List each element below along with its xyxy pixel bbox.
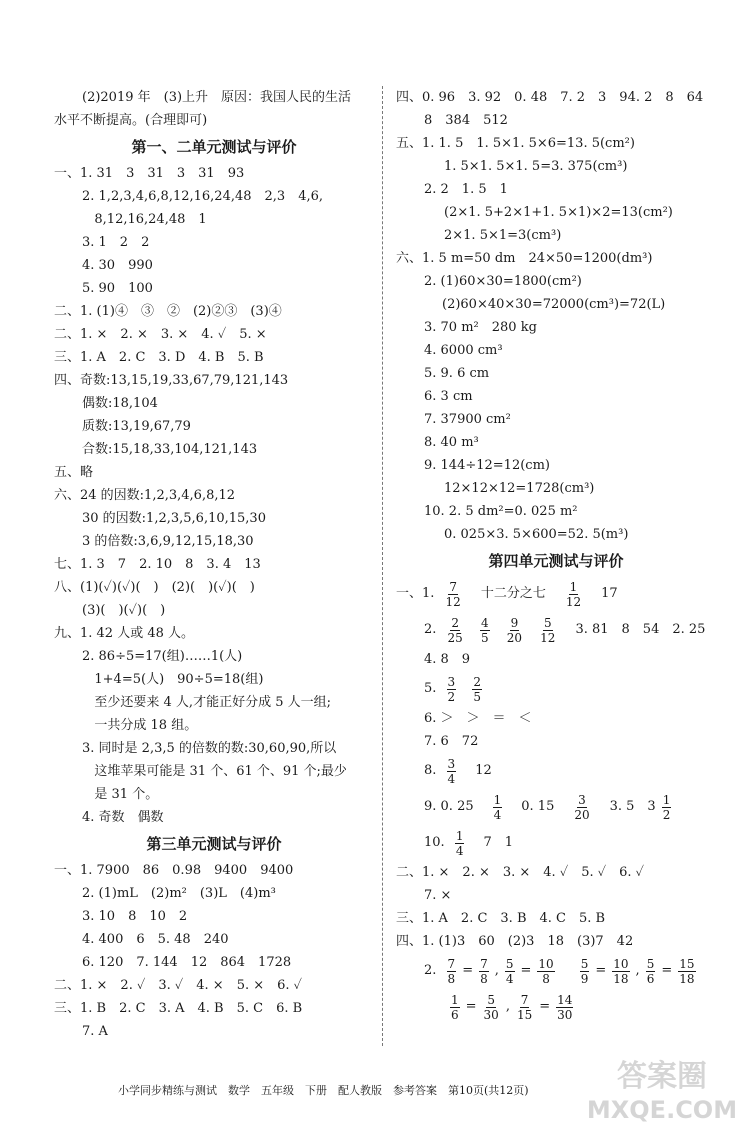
fraction-numerator: 3 [447,674,456,689]
answer-text: 12 [462,763,492,778]
fraction-numerator: 3 [578,792,586,807]
fraction-denominator: 20 [506,630,523,645]
answer-line: 2. 2 1. 5 1 [424,182,508,197]
fraction-denominator: 4 [447,771,456,786]
fraction-numerator: 9 [510,615,519,630]
fraction-denominator: 12 [565,594,582,609]
answer-line: (2)60×40×30=72000(cm³)=72(L) [442,297,666,312]
answer-line: 4. 6000 cm³ [424,343,503,358]
answer-line: 2. (1)mL (2)m² (3)L (4)m³ [82,886,276,901]
column-divider [382,86,383,1046]
answer-line: 五、1. 1. 5 1. 5×1. 5×6=13. 5(cm²) [396,136,635,151]
answer-line: 2. 1,2,3,4,6,8,12,16,24,48 2,3 4,6, [82,189,324,204]
fraction [455,829,465,858]
right-column [396,86,716,1025]
answer-line: 2×1. 5×1=3(cm³) [444,228,562,243]
answer-line: 是 31 个。 [82,787,159,802]
answer-text [529,612,533,648]
answer-line: 二、1. × 2. × 3. × 4. ✓ 5. ✓ 6. ✓ [396,865,645,880]
answer-line: 三、1. A 2. C 3. D 4. B 5. B [54,350,264,365]
fraction-numerator: 10 [538,956,554,971]
answer-text [462,671,466,707]
answer-line: 九、1. 42 人或 48 人。 [54,626,195,641]
page-footer: 小学同步精练与测试 数学 五年级 下册 配人教版 参考答案 第10页(共12页) [118,1084,529,1097]
fraction [612,957,629,986]
answer-line [396,825,716,861]
answer-text: 0. 15 [508,799,568,814]
fraction-numerator: 1 [662,792,671,807]
answer-line: 7. 6 72 [424,734,479,749]
fraction [573,793,590,822]
answer-line: 这堆苹果可能是 31 个、61 个、91 个;最少 [82,764,347,779]
answer-text [470,612,474,648]
answer-text: 17 [588,586,618,601]
answer-text: 7 1 [470,835,513,850]
answer-line: 合数:15,18,33,104,121,143 [82,442,258,457]
answer-line: 三、1. A 2. C 3. B 4. C 5. B [396,911,606,926]
answer-line: 3. 同时是 2,3,5 的倍数的数:30,60,90,所以 [82,741,337,756]
fraction-denominator: 5 [473,689,481,704]
answer-line: 2. 86÷5=17(组)……1(人) [82,649,243,664]
answer-line [396,576,716,612]
answer-line: 12×12×12=1728(cm³) [444,481,595,496]
fraction [539,616,556,645]
answer-line: 六、1. 5 m=50 dm 24×50=1200(dm³) [396,251,653,266]
answer-line: 8. 40 m³ [424,435,479,450]
fraction-denominator: 25 [447,630,463,645]
answer-text: 2. [424,622,441,637]
answer-line: 二、1. × 2. ✓ 3. ✓ 4. × 5. × 6. ✓ [54,978,303,993]
answer-text: 5. [424,681,441,696]
fraction [447,957,457,986]
fraction-denominator: 18 [679,971,695,986]
watermark-url: MXQE.COM [586,1096,738,1124]
answer-line: 4. 8 9 [424,652,471,667]
answer-line: 6. ＞ ＞ ＝ ＜ [424,711,532,726]
watermark-title: 答案圈 [617,1059,707,1094]
answer-line: 30 的因数:1,2,3,5,6,10,15,30 [82,511,266,526]
answer-text: = [465,999,477,1014]
answer-line: 4. 奇数 偶数 [82,810,164,825]
fraction-numerator: 7 [449,579,457,594]
answer-line: 3. 70 m² 280 kg [424,320,537,335]
fraction-numerator: 5 [646,956,655,971]
answer-line: 水平不断提高。(合理即可) [54,113,208,128]
fraction [447,675,457,704]
fraction [450,993,460,1022]
fraction [565,580,582,609]
fraction-denominator: 2 [447,689,456,704]
fraction [662,793,672,822]
answer-text [561,953,574,989]
fraction-numerator: 5 [505,956,514,971]
fraction [505,957,515,986]
answer-line: 4. 400 6 5. 48 240 [82,932,229,947]
fraction [480,616,490,645]
answer-line: 五、略 [54,465,94,480]
answer-line: 9. 144÷12=12(cm) [424,458,550,473]
section-heading: 第三单元测试与评价 [146,835,282,853]
fraction [556,993,573,1022]
answer-text: , [494,963,499,978]
answer-line: 一共分成 18 组。 [82,718,198,733]
answer-line: 四、0. 96 3. 92 0. 48 7. 2 3 94. 2 8 64 [396,90,704,105]
answer-line [396,789,716,825]
answer-line: 一、1. 31 3 31 3 31 93 [54,166,245,181]
fraction-numerator: 1 [455,828,464,843]
fraction-numerator: 5 [487,992,495,1007]
fraction [483,993,500,1022]
fraction [506,616,523,645]
answer-line: 质数:13,19,67,79 [82,419,191,434]
fraction [537,957,554,986]
fraction-denominator: 8 [480,971,488,986]
answer-line: 0. 025×3. 5×600=52. 5(m³) [444,527,629,542]
answer-line: 8,12,16,24,48 1 [82,212,207,227]
answer-text: 10. [424,835,449,850]
fraction-denominator: 18 [613,971,629,986]
fraction-denominator: 12 [540,630,556,645]
answer-line [396,612,716,648]
fraction [493,793,503,822]
answer-text: = [595,963,607,978]
fraction [516,993,533,1022]
fraction-denominator: 12 [445,594,461,609]
fraction-numerator: 5 [543,615,552,630]
answer-line: 四、奇数:13,15,19,33,67,79,121,143 [54,373,289,388]
answer-text: = [661,963,673,978]
answer-text: 2. [424,963,441,978]
answer-text: = [462,963,474,978]
section-heading: 第四单元测试与评价 [488,552,624,570]
answer-text: 9. 0. 25 [424,799,487,814]
answer-line: 七、1. 3 7 2. 10 8 3. 4 13 [54,557,261,572]
fraction-numerator: 4 [480,615,489,630]
answer-line: 1. 5×1. 5×1. 5=3. 375(cm³) [444,159,628,174]
answer-text: = [520,963,532,978]
fraction-numerator: 1 [493,792,502,807]
answer-line: 7. 37900 cm² [424,412,511,427]
fraction-denominator: 6 [451,1007,459,1022]
fraction-numerator: 7 [480,956,488,971]
fraction-numerator: 14 [557,992,573,1007]
answer-line: 3 的倍数:3,6,9,12,15,18,30 [82,534,254,549]
fraction [447,616,464,645]
answer-line: (2)2019 年 (3)上升 原因：我国人民的生活 [82,90,352,105]
fraction-denominator: 2 [662,807,671,822]
answer-text: , [635,963,640,978]
fraction-denominator: 4 [455,843,464,858]
fraction [646,957,656,986]
fraction-denominator: 4 [493,807,502,822]
answer-line: 10. 2. 5 dm²=0. 025 m² [424,504,578,519]
answer-line: 至少还要来 4 人,才能正好分成 5 人一组; [82,695,331,710]
fraction-denominator: 30 [557,1007,573,1022]
answer-text: 3. 81 8 54 2. 25 [562,622,706,637]
fraction-denominator: 5 [480,630,489,645]
fraction [580,957,590,986]
answer-line: 1+4=5(人) 90÷5=18(组) [82,672,264,687]
fraction-numerator: 3 [447,756,456,771]
answer-line [396,989,716,1025]
answer-line: 6. 3 cm [424,389,473,404]
fraction [447,757,457,786]
fraction [445,580,462,609]
answer-line: 5. 9. 6 cm [424,366,490,381]
answer-line: 2. (1)60×30=1800(cm²) [424,274,582,289]
answer-line: 5. 90 100 [82,281,153,296]
answer-text [496,612,500,648]
fraction-denominator: 20 [574,807,590,822]
fraction [472,675,482,704]
answer-line: 一、1. 7900 86 0.98 9400 9400 [54,863,294,878]
fraction-denominator: 9 [580,971,589,986]
answer-line: 3. 10 8 10 2 [82,909,188,924]
fraction-denominator: 4 [505,971,514,986]
answer-line: 二、1. × 2. × 3. × 4. ✓ 5. × [54,327,267,342]
answer-text: = [539,999,551,1014]
answer-line: 4. 30 990 [82,258,153,273]
answer-line: 3. 1 2 2 [82,235,150,250]
fraction-numerator: 1 [569,579,578,594]
fraction-numerator: 15 [679,956,695,971]
fraction-denominator: 8 [447,971,456,986]
fraction-denominator: 8 [542,971,550,986]
answer-line: (3)( )(✓)( ) [82,603,166,618]
answer-line: 八、(1)(✓)(✓)( ) (2)( )(✓)( ) [54,580,255,595]
answer-line [396,953,716,989]
fraction [678,957,695,986]
answer-line: 7. A [82,1024,108,1039]
answer-line [396,753,716,789]
fraction-numerator: 7 [447,956,456,971]
answer-text: 十二分之七 [467,586,559,601]
watermark-logo [582,1052,742,1128]
answer-line: 三、1. B 2. C 3. A 4. B 5. C 6. B [54,1001,303,1016]
answer-line: (2×1. 5+2×1+1. 5×1)×2=13(cm²) [444,205,673,220]
answer-line: 偶数:18,104 [82,396,158,411]
answer-text: 3. 5 3 [596,799,656,814]
fraction [479,957,489,986]
section-heading: 第一、二单元测试与评价 [131,138,297,156]
fraction-denominator: 6 [646,971,655,986]
answer-line: 六、24 的因数:1,2,3,4,6,8,12 [54,488,236,503]
fraction-numerator: 2 [451,615,459,630]
answer-text: 8. [424,763,441,778]
fraction-numerator: 2 [473,674,481,689]
answer-line [396,671,716,707]
answer-line: 7. × [424,888,452,903]
answer-line: 四、1. (1)3 60 (2)3 18 (3)7 42 [396,934,634,949]
answer-text: 一、1. [396,586,439,601]
answer-line: 二、1. (1)④ ③ ② (2)②③ (3)④ [54,304,282,319]
fraction-numerator: 1 [451,992,459,1007]
answer-text: , [505,999,510,1014]
fraction-numerator: 7 [520,992,529,1007]
fraction-denominator: 30 [483,1007,499,1022]
left-column [54,86,374,1043]
fraction-numerator: 5 [580,956,589,971]
fraction-denominator: 15 [516,1007,533,1022]
fraction-numerator: 10 [613,956,629,971]
answer-line: 6. 120 7. 144 12 864 1728 [82,955,292,970]
answer-line: 8 384 512 [424,113,508,128]
